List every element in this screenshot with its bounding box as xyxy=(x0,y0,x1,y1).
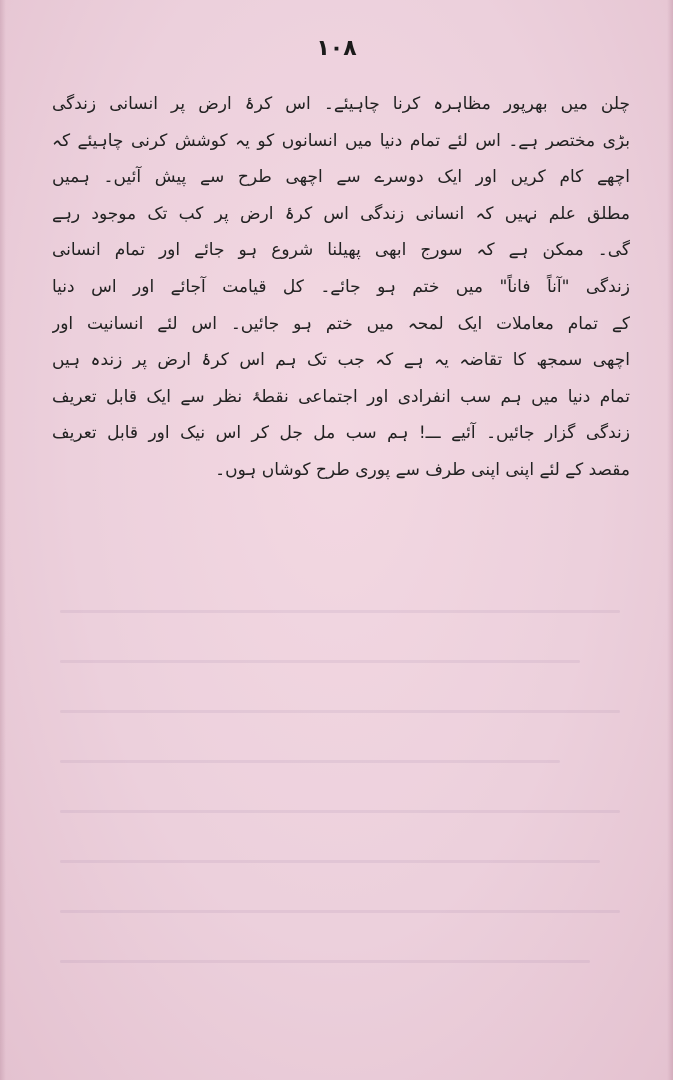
text-line: تمام دنیا میں ہم سب انفرادی اور اجتماعی نقطۂ نظر سے ایک قابل تعریف xyxy=(52,386,630,407)
bleed-through-text xyxy=(60,610,620,613)
page-edge-shadow-right xyxy=(667,0,673,1080)
urdu-paragraph xyxy=(52,86,630,489)
page-edge-shadow-left xyxy=(0,0,6,1080)
text-line: مطلق علم نہیں کہ انسانی زندگی اس کرۂ ارض پر کب تک موجود رہے xyxy=(52,203,630,224)
text-line: گی۔ ممکن ہے کہ سورج ابھی پھیلنا شروع ہو جائے اور تمام انسانی xyxy=(52,240,630,261)
bleed-through-text xyxy=(60,910,620,913)
bleed-through-text xyxy=(60,710,620,713)
text-line: زندگی گزار جائیں۔ آئیے ـــ! ہم سب مل جل کر اس نیک اور قابل تعریف xyxy=(52,423,630,444)
bleed-through-text xyxy=(60,810,620,813)
text-line: مقصد کے لئے اپنی اپنی طرف سے پوری طرح کوشاں ہوں۔ xyxy=(215,459,630,480)
text-line: زندگی "آناً فاناً" میں ختم ہو جائے۔ کل قیامت آجائے اور اس دنیا xyxy=(52,276,630,297)
bleed-through-text xyxy=(60,860,600,863)
page-number: ۱۰۸ xyxy=(316,36,357,61)
text-line: چلن میں بھرپور مظاہرہ کرنا چاہیئے۔ اس کرۂ ارض پر انسانی زندگی xyxy=(52,94,630,114)
text-line: بڑی مختصر ہے۔ اس لئے تمام دنیا میں انسانوں کو یہ کوشش کرنی چاہیئے کہ xyxy=(52,130,630,151)
bleed-through-text xyxy=(60,760,560,763)
bleed-through-text xyxy=(60,660,580,663)
text-line: اچھے کام کریں اور ایک دوسرے سے اچھی طرح سے پیش آئیں۔ ہمیں xyxy=(52,167,630,188)
bleed-through-text xyxy=(60,960,590,963)
text-line: اچھی سمجھ کا تقاضہ یہ ہے کہ جب تک ہم اس کرۂ ارض پر زندہ ہیں xyxy=(52,350,630,371)
text-line: کے تمام معاملات ایک لمحہ میں ختم ہو جائیں۔ اس لئے انسانیت اور xyxy=(52,313,630,334)
